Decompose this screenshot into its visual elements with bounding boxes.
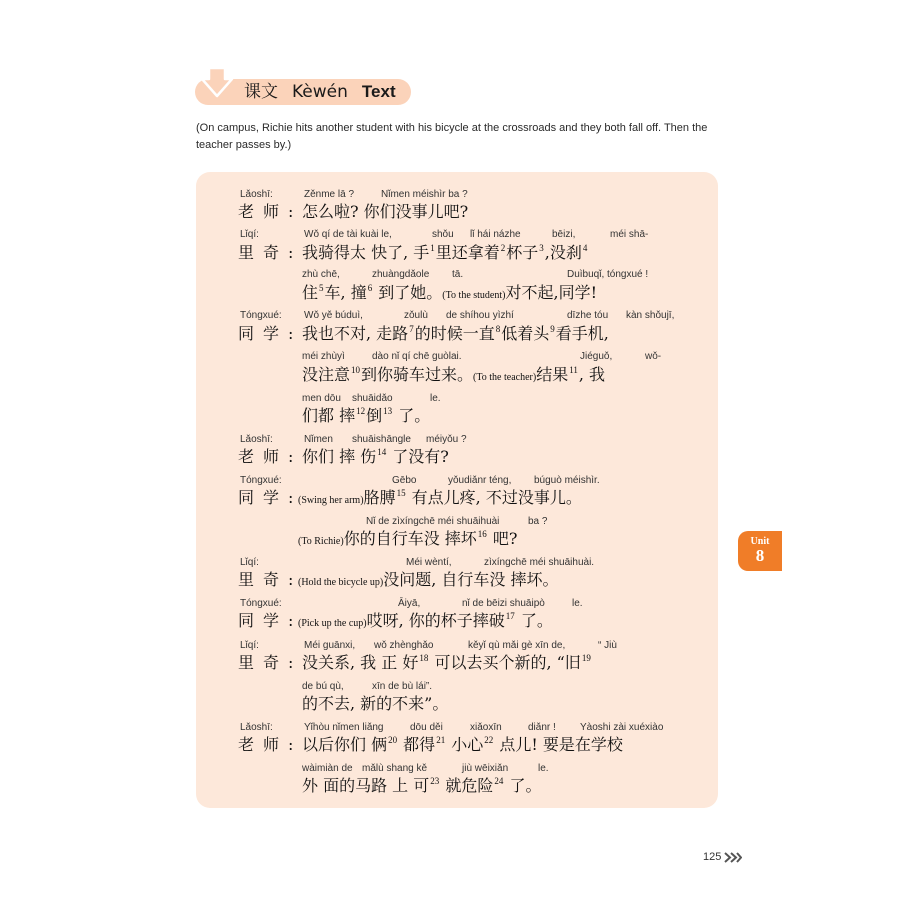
pinyin: méi shā- (610, 229, 649, 240)
hanzi-line: (To Richie)你的自行车没 摔坏$^{16}$ 吧? (298, 529, 518, 548)
speaker-pinyin: Lǐqí: (240, 557, 259, 568)
pinyin: ba ? (528, 516, 548, 527)
pinyin: shǒu (432, 229, 454, 240)
hanzi-line: 没注意$^{10}$到你骑车过来。(To the teacher)结果$^{11}$, 我 (302, 365, 606, 384)
pinyin: bēizi, (552, 229, 576, 240)
pinyin: dīzhe tóu (567, 310, 609, 321)
speaker-name: 同学: (238, 324, 303, 343)
pinyin: Gēbo (392, 475, 417, 486)
pinyin: Méi wèntí, (406, 557, 452, 568)
pinyin: kàn shǒujī, (626, 310, 675, 321)
pinyin: dōu děi (410, 722, 443, 733)
title-english: Text (361, 82, 396, 101)
pinyin: shuāidǎo (352, 393, 393, 404)
pinyin: le. (538, 763, 549, 774)
speaker-name: 同学: (238, 611, 303, 630)
speaker-pinyin: Tóngxué: (240, 475, 282, 486)
page-number: 125 (703, 851, 722, 863)
hanzi-line: (Pick up the cup)哎呀, 你的杯子摔破$^{17}$ 了。 (298, 611, 553, 630)
hanzi-line: 以后你们 俩$^{20}$ 都得$^{21}$ 小心$^{22}$ 点儿! 要是在学校 (302, 735, 623, 754)
pinyin: zhù chē, (302, 269, 340, 280)
pinyin: jiù wēixiǎn (462, 763, 509, 774)
pinyin: wàimiàn de (302, 763, 353, 774)
down-arrow-icon (200, 66, 234, 100)
pinyin: Zěnme lā ? (304, 189, 355, 200)
stage-direction: (To the student) (442, 290, 506, 301)
title-pinyin: Kèwén (292, 82, 348, 102)
hanzi-line: 们都 摔$^{12}$倒$^{13}$ 了。 (302, 406, 431, 425)
pinyin: Méi guānxi, (304, 640, 356, 651)
pinyin: zìxíngchē méi shuāihuài. (484, 557, 595, 568)
pinyin: wǒ zhènghǎo (374, 640, 434, 651)
pinyin: men dōu (302, 393, 341, 404)
pinyin: xīn de bù lái”. (372, 681, 433, 692)
speaker-pinyin: Lǎoshī: (240, 189, 273, 200)
speaker-name: 里奇: (238, 570, 303, 589)
pinyin: xiǎoxīn (470, 722, 502, 733)
pinyin: Yàoshi zài xuéxiào (580, 722, 664, 733)
pinyin: shuāishāngle (352, 434, 411, 445)
stage-direction: (To Richie) (298, 536, 344, 547)
hanzi-line: (Swing her arm)胳膊$^{15}$ 有点儿疼, 不过没事儿。 (298, 488, 582, 507)
speaker-pinyin: Lǎoshī: (240, 722, 273, 733)
scene-description: (On campus, Richie hits another student with his bicycle at the crossroads and they both fall off. Then the teacher passes by.) (196, 122, 708, 151)
speaker-name: 老师: (238, 202, 303, 221)
double-chevron-right-icon[interactable] (724, 852, 742, 863)
pinyin: Wǒ qí de tài kuài le, (304, 229, 392, 240)
pinyin: de shíhou yìzhí (446, 310, 514, 321)
pinyin: tā. (452, 269, 464, 280)
pinyin: zǒulù (404, 310, 428, 321)
pinyin: Wǒ yě búduì, (304, 310, 363, 321)
hanzi-line: 住$^5$车, 撞$^6$ 到了她。(To the student)对不起,同学! (302, 283, 598, 302)
speaker-pinyin: Lǐqí: (240, 640, 259, 651)
pinyin: mǎlù shang kě (362, 763, 428, 774)
speaker-pinyin: Lǐqí: (240, 229, 259, 240)
speaker-pinyin: Tóngxué: (240, 310, 282, 321)
pinyin: diǎnr ! (528, 722, 556, 733)
pinyin: de bú qù, (302, 681, 344, 692)
speaker-pinyin: Tóngxué: (240, 598, 282, 609)
pinyin: Āiyā, (398, 598, 421, 609)
hanzi-line: 怎么啦? 你们没事儿吧? (302, 202, 469, 221)
pinyin: “ Jiù (598, 640, 617, 651)
hanzi-line: 的不去, 新的不来”。 (302, 694, 449, 713)
unit-label: Unit (750, 536, 770, 547)
section-title (244, 80, 396, 104)
hanzi-line: 我骑得太 快了, 手$^1$里还拿着$^2$杯子$^3$,没刹$^4$ (302, 243, 588, 262)
pinyin: Nǐmen (304, 434, 333, 445)
unit-number: 8 (755, 546, 765, 565)
speaker-name: 同学: (238, 488, 303, 507)
pinyin: Duìbuqǐ, tóngxué ! (567, 269, 649, 280)
speaker-name: 里奇: (238, 243, 303, 262)
speaker-name: 里奇: (238, 653, 303, 672)
pinyin: Yǐhòu nǐmen liǎng (304, 722, 384, 733)
pinyin: lǐ hái názhe (470, 229, 521, 240)
unit-tab[interactable] (738, 531, 782, 571)
stage-direction: (Hold the bicycle up) (298, 577, 384, 588)
speaker-pinyin: Lǎoshī: (240, 434, 273, 445)
stage-direction: (Swing her arm) (298, 495, 364, 506)
pinyin: le. (572, 598, 583, 609)
hanzi-line: 外 面的马路 上 可$^{23}$ 就危险$^{24}$ 了。 (302, 776, 542, 795)
pinyin: méiyǒu ? (426, 434, 467, 445)
pinyin: Jiéguǒ, (580, 351, 613, 362)
pinyin: kěyǐ qù mǎi gè xīn de, (468, 640, 566, 651)
pinyin: Nǐ de zìxíngchē méi shuāihuài (366, 516, 500, 527)
hanzi-line: 没关系, 我 正 好$^{18}$ 可以去买个新的, “旧$^{19}$ (302, 653, 591, 672)
title-chinese: 课文 (244, 82, 278, 102)
pinyin: búguò méishìr. (534, 475, 600, 486)
hanzi-line: 你们 摔 伤$^{14}$ 了没有? (302, 447, 449, 466)
speaker-name: 老师: (238, 447, 303, 466)
hanzi-line: 我也不对, 走路$^7$的时候一直$^8$低着头$^9$看手机, (302, 324, 609, 343)
pinyin: zhuàngdǎole (372, 269, 430, 280)
pinyin: yǒudiǎnr téng, (448, 475, 512, 486)
pinyin: méi zhùyì (302, 351, 345, 362)
pinyin: wǒ- (645, 351, 662, 362)
hanzi-line: (Hold the bicycle up)没问题, 自行车没 摔坏。 (298, 570, 559, 589)
pinyin: dào nǐ qí chē guòlai. (372, 351, 462, 362)
speaker-name: 老师: (238, 735, 303, 754)
pinyin: Nǐmen méishìr ba ? (381, 189, 468, 200)
stage-direction: (To the teacher) (473, 372, 537, 383)
pinyin: nǐ de bēizi shuāipò (462, 598, 545, 609)
stage-direction: (Pick up the cup) (298, 618, 367, 629)
pinyin: le. (430, 393, 441, 404)
